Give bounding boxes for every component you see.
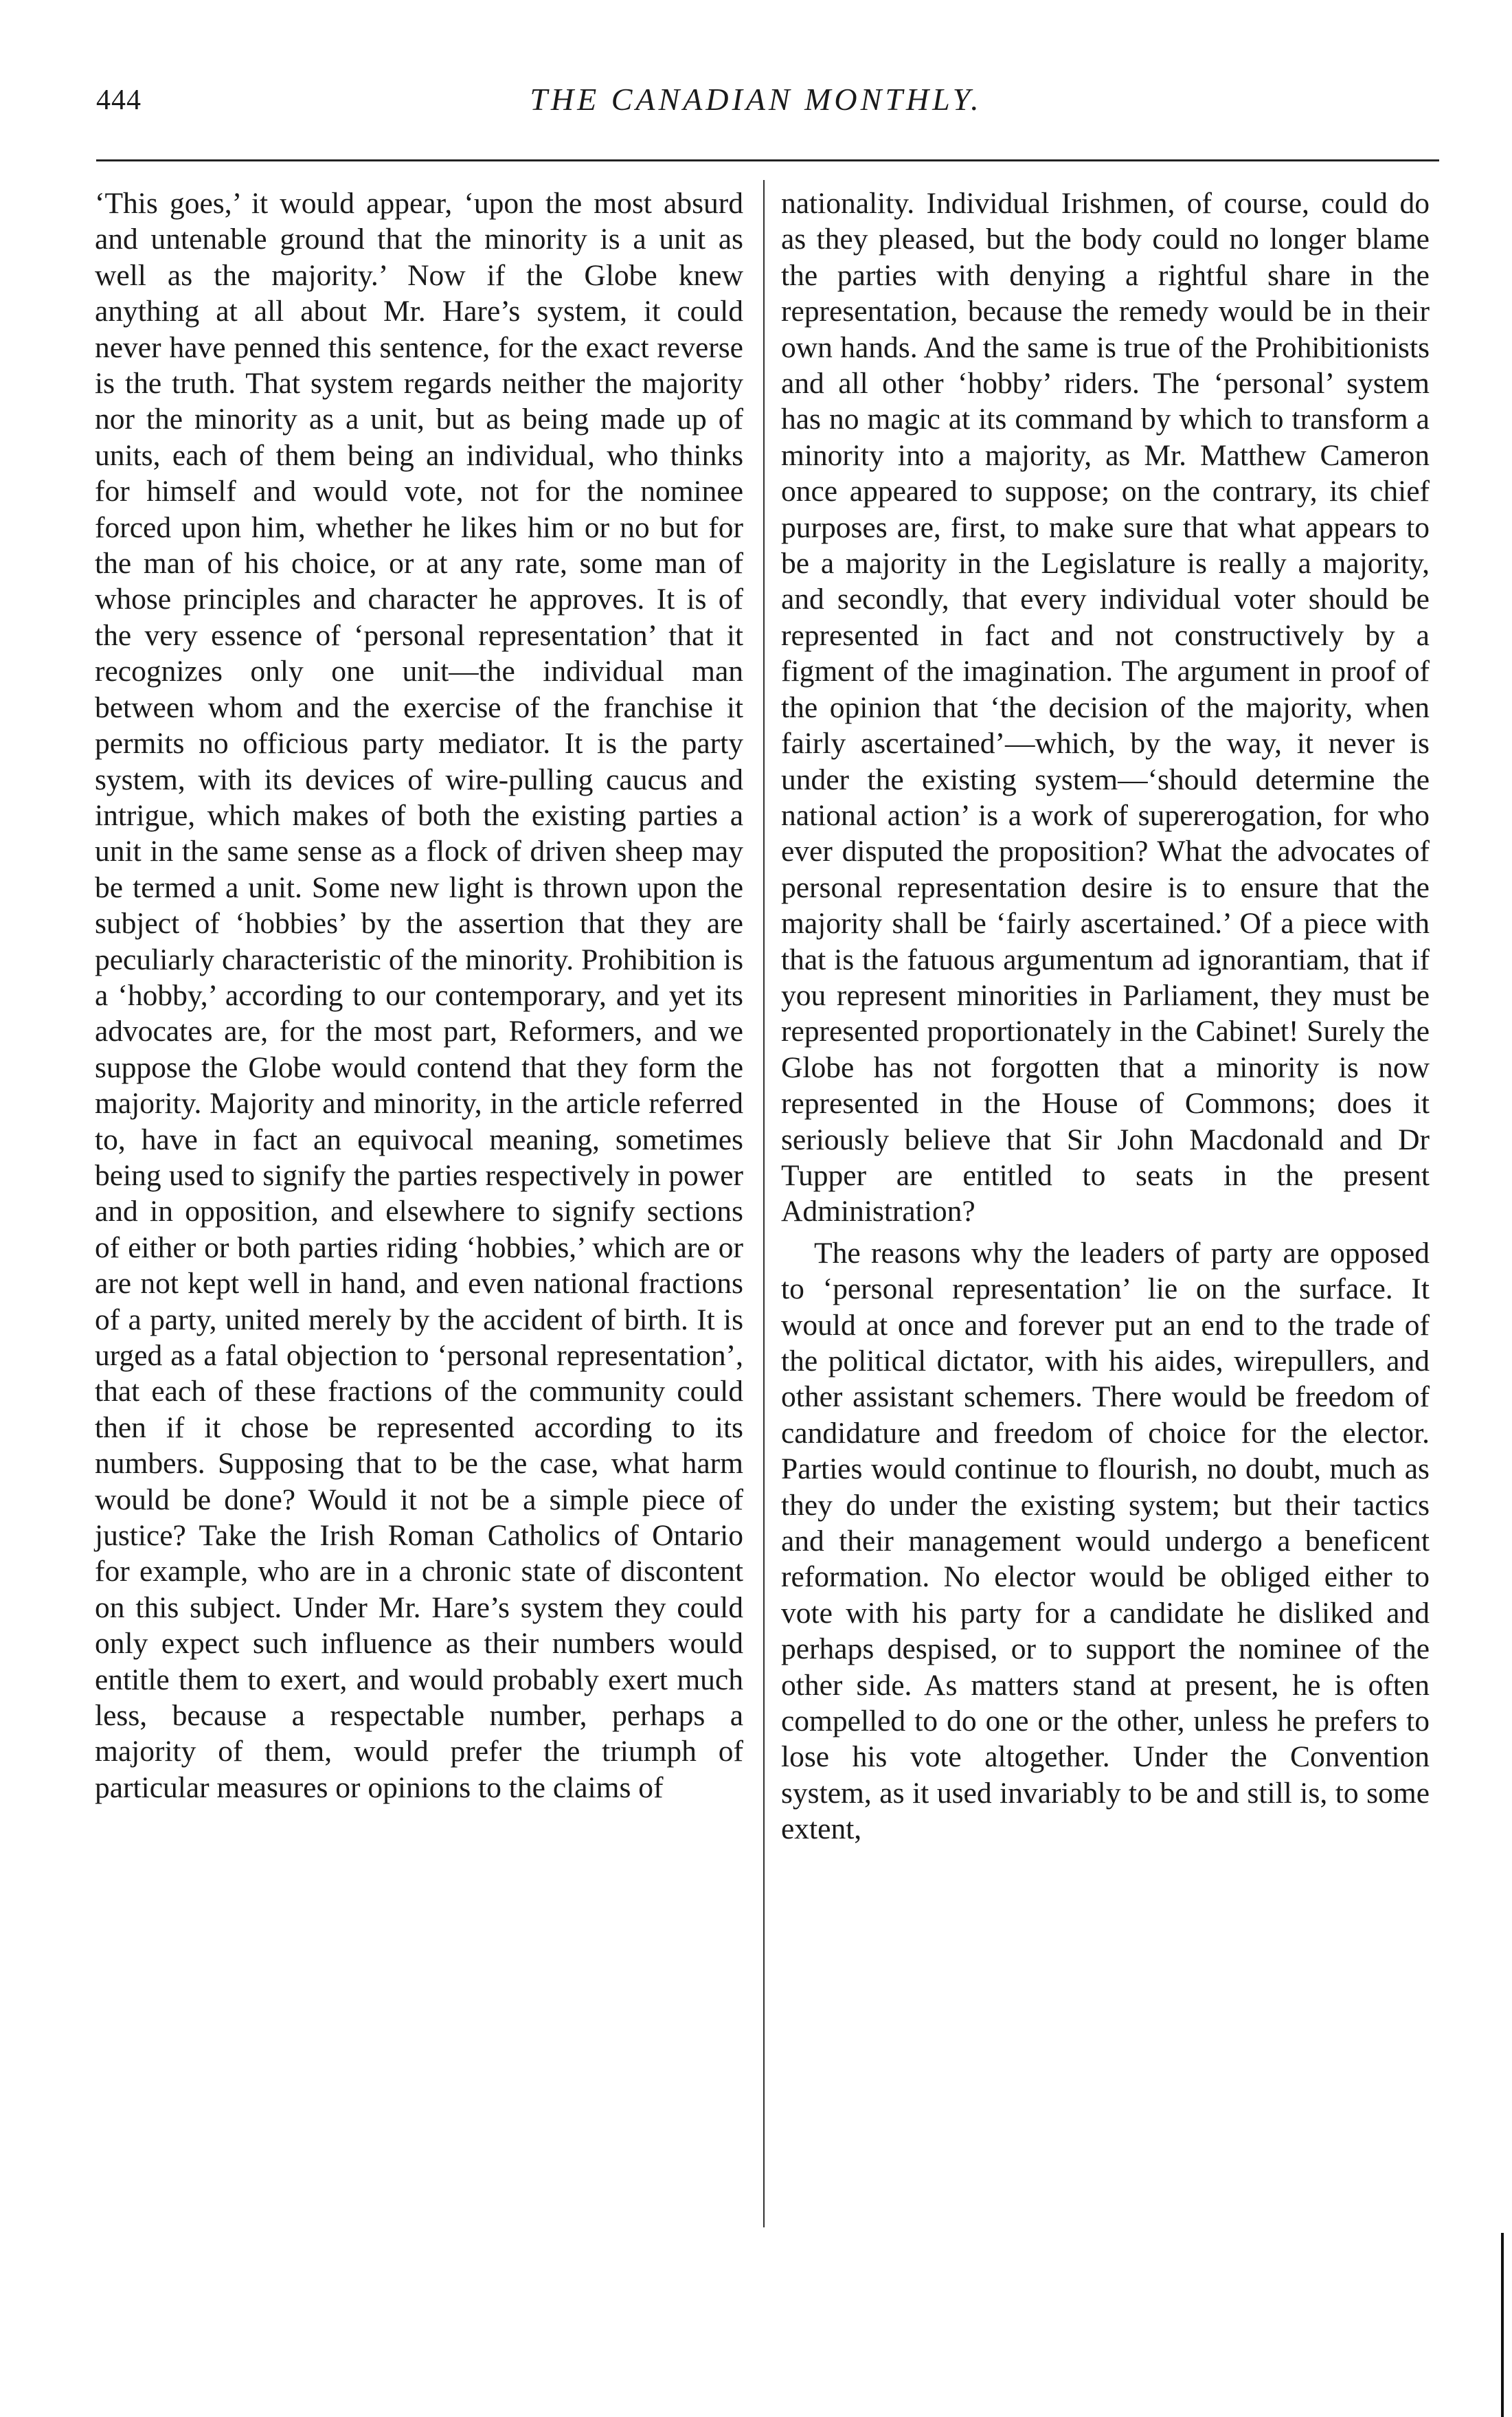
left-paragraph-1: ‘This goes,’ it would appear, ‘upon the most absurd and untenable ground that the minority is a unit as well as the majority.’ Now if the Globe knew anything at all about Mr. Hare’s system, it could never have penned this sentence, for the exact reverse is the truth. That system regards neither the majority nor the minority as a unit, but as being made up of units, each of them being an individual, who thinks for himself and would vote, not for the nominee forced upon him, whether he likes him or no but for the man of his choice, or at any rate, some man of whose principles and character he approves. It is of the very essence of ‘personal representation’ that it recognizes only one unit—the individual man between whom and the exercise of the franchise it permits no officious party mediator. It is the party system, with its devices of wire-pulling caucus and intrigue, which makes of both the existing parties a unit in the same sense as a flock of driven sheep may be termed a unit. Some new light is thrown upon the subject of ‘hobbies’ by the assertion that they are peculiarly characteristic of the minority. Prohibition is a ‘hobby,’ according to our contemporary, and yet its advocates are, for the most part, Reformers, and we suppose the Globe would contend that they form the majority. Majority and minority, in the article referred to, have in fact an equivocal meaning, sometimes being used to signify the parties respectively in power and in opposition, and elsewhere to signify sections of either or both parties riding ‘hobbies,’ which are or are not kept well in hand, and even national fractions of a party, united merely by the accident of birth. It is urged as a fatal objection to ‘personal representation’, that each of these fractions of the community could then if it chose be represented according to its numbers. Supposing that to be the case, what harm would be done? Would it not be a simple piece of justice? Take the Irish Roman Catholics of Ontario for example, who are in a chronic state of discontent on this subject. Under Mr. Hare’s system they could only expect such influence as their numbers would entitle them to exert, and would probably exert much less, because a respectable number, perhaps a majority of them, would prefer the triumph of particular measures or opinions to the claims of: [95, 187, 743, 1804]
running-title: THE CANADIAN MONTHLY.: [530, 82, 982, 117]
right-paragraph-2: The reasons why the leaders of party are opposed to ‘personal representation’ lie on the surface. It would at once and forever put an end to the trade of the political dictator, with his aides, wirepullers, and other assistant schemers. There would be freedom of candidature and freedom of choice for the elector. Parties would continue to flourish, no doubt, much as they do under the existing system; but their tactics and their management would undergo a beneficent reformation. No elector would be obliged either to vote with his party for a candidate he disliked and perhaps despised, or to support the nominee of the other side. As matters stand at present, he is often compelled to do one or the other, unless he prefers to lose his vote altogether. Under the Convention system, as it used invariably to be and still is, to some extent,: [781, 1236, 1430, 1846]
column-divider: [763, 180, 765, 2227]
page-number: 444: [96, 85, 142, 116]
header-rule: [96, 159, 1439, 161]
left-column: [95, 186, 743, 1806]
right-paragraph-1: nationality. Individual Irishmen, of course, could do as they pleased, but the body could no longer blame the parties with denying a rightful share in the representation, because the remedy would be in their own hands. And the same is true of the Prohibitionists and all other ‘hobby’ riders. The ‘personal’ system has no magic at its command by which to transform a minority into a majority, as Mr. Matthew Cameron once appeared to suppose; on the contrary, its chief purposes are, first, to make sure that what appears to be a majority in the Legislature is really a majority, and secondly, that every individual voter should be represented in fact and not constructively by a figment of the imagination. The argument in proof of the opinion that ‘the decision of the majority, when fairly ascertained’—which, by the way, it never is under the existing system—‘should determine the national action’ is a work of supererogation, for who ever disputed the proposition? What the advocates of personal representation desire is to ensure that the majority shall be ‘fairly ascertained.’ Of a piece with that is the fatuous argumentum ad ignorantiam, that if you represent minorities in Parliament, they must be represented proportionately in the Cabinet! Surely the Globe has not forgotten that a minority is now represented in the House of Commons; does it seriously believe that Sir John Macdonald and Dr Tupper are entitled to seats in the present Administration?: [781, 187, 1430, 1228]
right-column: [781, 186, 1430, 1847]
page-edge-mark: [1501, 2233, 1504, 2417]
